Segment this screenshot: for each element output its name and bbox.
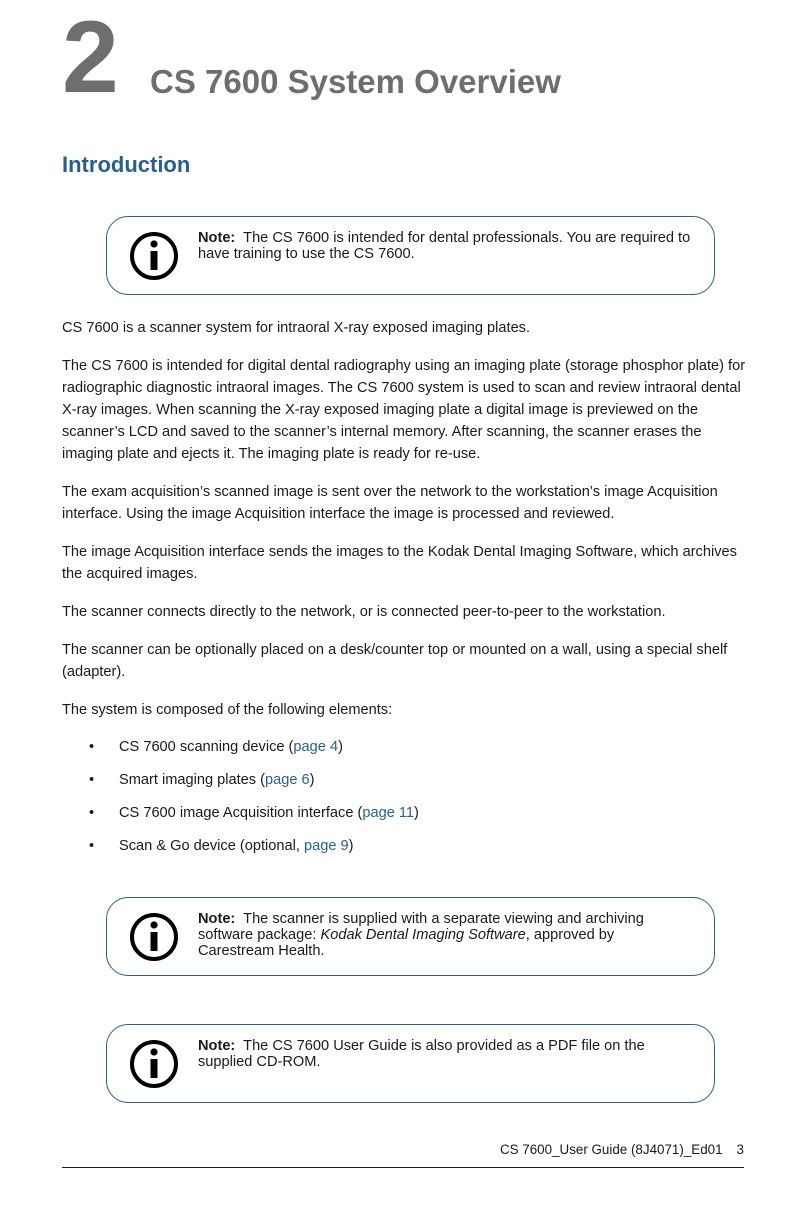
note-body: The CS 7600 User Guide is also provided as a PDF file on the supplied CD-ROM. (198, 1038, 645, 1070)
info-icon (129, 1039, 179, 1089)
list-item-close: ) (309, 772, 315, 788)
note-body-italic: Kodak Dental Imaging Software (320, 927, 526, 943)
chapter-number: 2 (62, 0, 117, 114)
paragraph-acquisition: The exam acquisition’s scanned image is sent over the network to the workstation’s image Acquisition interface. Using the image Acquisition interface the image is processed and reviewed. (62, 484, 718, 522)
note-label: Note: (198, 911, 236, 927)
page-link[interactable]: page 4 (293, 739, 339, 755)
list-item-text: Smart imaging plates ( (119, 772, 265, 788)
list-item (62, 736, 746, 769)
note-body: The scanner is supplied with a separate viewing and archiving software package: (198, 911, 644, 943)
bullet: • (89, 739, 95, 755)
note-box-software (106, 897, 715, 976)
note-text (198, 1038, 692, 1070)
list-item-close: ) (414, 805, 419, 821)
paragraph-network: The scanner connects directly to the network, or is connected peer-to-peer to the workstation. (62, 604, 666, 620)
note-body-after: , approved by Carestream Health. (198, 927, 615, 959)
section-heading: Introduction (62, 152, 191, 177)
list-item-close: ) (338, 739, 343, 755)
paragraph-intended-use: The CS 7600 is intended for digital dental radiography using an imaging plate (storage phosphor plate) for radiographic diagnostic intraoral images. The CS 7600 system is used to scan and review intraoral dental X-ray images. When scanning the X-ray exposed imaging plate a digital image is previewed on the scanner’s LCD and saved to the scanner’s internal memory. After scanning, the scanner erases the imaging plate and ejects it. The imaging plate is ready for re-use. (62, 358, 746, 462)
list-item (62, 769, 746, 802)
paragraph-elements: The system is composed of the following elements: (62, 702, 393, 718)
paragraph-intro: CS 7600 is a scanner system for intraoral X-ray exposed imaging plates. (62, 320, 531, 336)
footer-page-number: 3 (736, 1142, 744, 1157)
elements-list (62, 736, 746, 868)
note-text (198, 911, 692, 959)
footer (500, 1142, 744, 1157)
note-text (198, 230, 692, 262)
note-label: Note: (198, 1038, 236, 1054)
list-item (62, 835, 746, 868)
note-box-pdf (106, 1024, 715, 1103)
list-item (62, 802, 746, 835)
note-box-training (106, 216, 715, 295)
bullet: • (89, 772, 95, 788)
page-link[interactable]: page 9 (303, 838, 349, 854)
list-item-text: CS 7600 image Acquisition interface ( (119, 805, 363, 821)
list-item-close: ) (348, 838, 354, 854)
info-icon (129, 912, 179, 962)
paragraph-mounting: The scanner can be optionally placed on a desk/counter top or mounted on a wall, using a special shelf (adapter). (62, 642, 728, 680)
bullet: • (89, 838, 95, 854)
note-body: The CS 7600 is intended for dental professionals. You are required to have training to use the CS 7600. (198, 230, 691, 262)
list-item-text: CS 7600 scanning device ( (119, 739, 294, 755)
page-link[interactable]: page 11 (362, 805, 415, 821)
page-link[interactable]: page 6 (265, 772, 310, 788)
chapter-title: CS 7600 System Overview (150, 63, 561, 100)
info-icon (129, 231, 179, 281)
note-label: Note: (198, 230, 236, 246)
footer-divider (62, 1167, 744, 1168)
bullet: • (89, 805, 95, 821)
paragraph-imaging-software: The image Acquisition interface sends the images to the Kodak Dental Imaging Software, which archives the acquired images. (62, 544, 737, 582)
list-item-text: Scan & Go device (optional, (119, 838, 304, 854)
footer-doc-title: CS 7600_User Guide (8J4071)_Ed01 (499, 1142, 723, 1157)
